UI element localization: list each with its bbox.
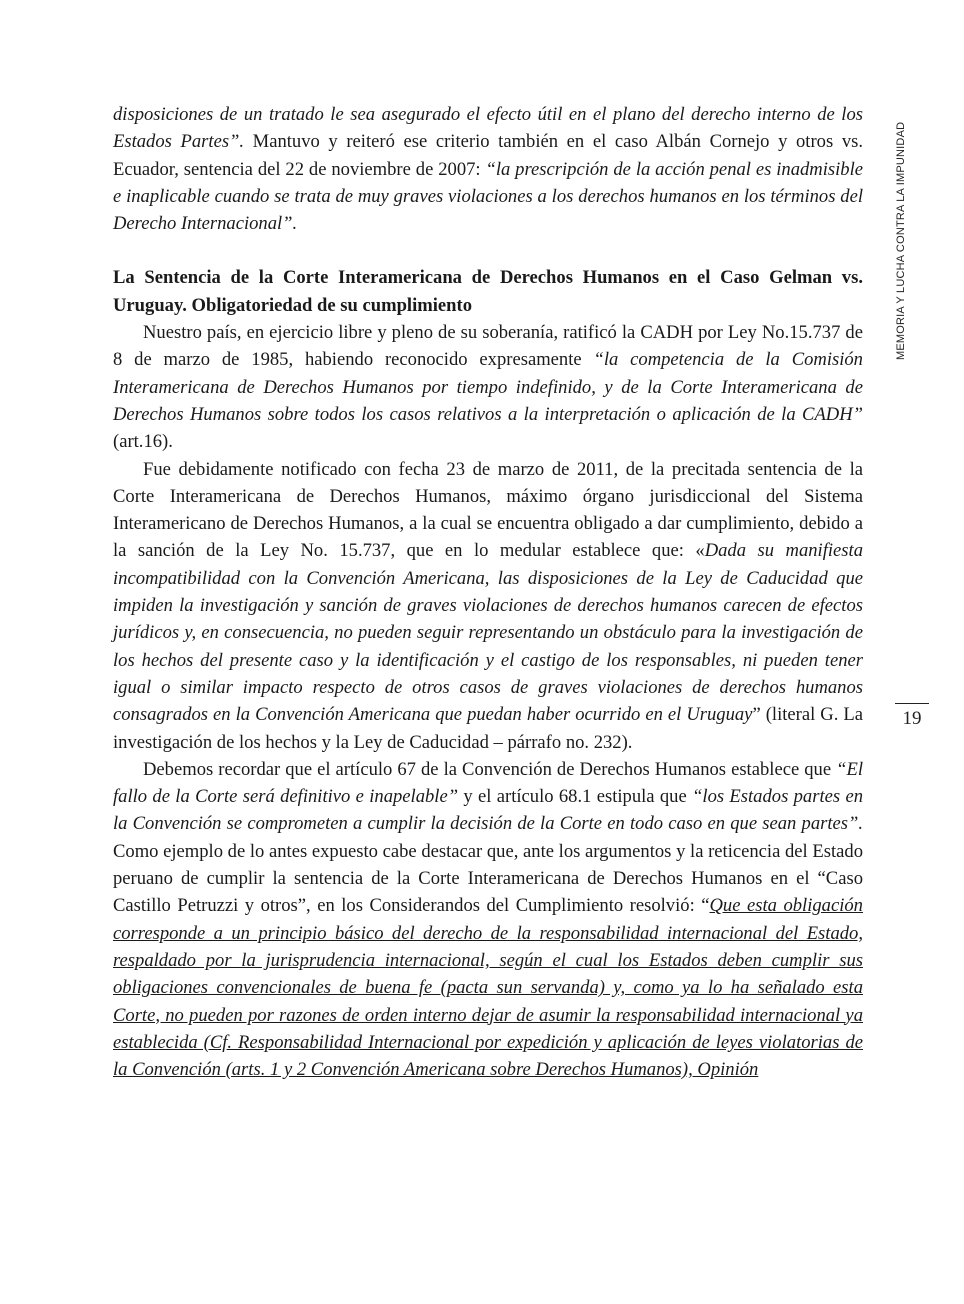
- section-heading: La Sentencia de la Corte Interamericana de Derechos Humanos en el Caso Gelman vs. Uruguay. Obligatoriedad de su cumplimiento: [113, 267, 863, 316]
- italic-quote: “El fallo de la Corte será definitivo e inapelable”: [113, 758, 863, 808]
- paragraph-2: [113, 319, 863, 455]
- italic-quote: “los Estados partes en la Convención se comprometen a cumplir la decisión de la Corte en todo caso en que sean partes”.: [113, 786, 863, 835]
- running-head: MEMORIA Y LUCHA CONTRA LA IMPUNIDAD: [895, 121, 907, 360]
- italic-quote: Dada su manifiesta incompatibilidad con la Convención Americana, las disposiciones de la Ley de Caducidad que impiden la investigación y sanción de graves violaciones de derechos humanos carecen de efectos jurídicos y, en consecuencia, no pueden seguir representando un obstáculo para la investigación de los hechos del presente caso y la identificación y el castigo de los responsables, ni pueden tener igual o similar impacto respecto de otros casos de graves violaciones de derechos humanos consagrados en la Convención Americana que puedan haber ocurrido en el Uruguay: [113, 540, 863, 726]
- underlined-quote: Que esta obligación corresponde a un principio básico del derecho de la responsabilidad internacional del Estado, respaldado por la jurisprudencia internacional, según el cual los Estados deben cumplir sus obligaciones convencionales de buena fe (pacta sun servanda) y, como ya lo ha señalado esta Corte, no pueden por razones de orden interno dejar de asumir la responsabilidad internacional ya establecida (Cf. Responsabilidad Internacional por expedición y aplicación de leyes violatorias de la Convención (arts. 1 y 2 Convención Americana sobre Derechos Humanos), Opinión: [113, 895, 863, 1081]
- text-run: Como ejemplo de lo antes expuesto cabe destacar que, ante los argumentos y la reticencia del Estado peruano de cumplir la sentencia de la Corte Interamericana de Derechos Humanos en el “Caso Castillo Petruzzi y otros”, en los Considerandos del Cumplimiento resolvió: “: [113, 840, 863, 917]
- page-number: 19: [902, 708, 922, 729]
- text-run: ” (literal G. La investigación de los hechos y la Ley de Caducidad – párrafo no. 232).: [113, 704, 863, 753]
- text-run: Debemos recordar que el artículo 67 de la Convención de Derechos Humanos establece que: [143, 758, 837, 780]
- italic-quote: “la competencia de la Comisión Interamericana de Derechos Humanos por tiempo indefinido, y de la Corte Interamericana de Derechos Humanos sobre todos los casos relativos a la interpretación o aplicación de la CADH”: [113, 349, 863, 425]
- page-number-rule: [895, 703, 929, 704]
- text-run: Nuestro país, en ejercicio libre y pleno de su soberanía, ratificó la CADH por Ley No.15.737 de 8 de marzo de 1985, habiendo reconocido expresamente: [113, 322, 863, 371]
- body-text: [113, 101, 863, 1083]
- italic-quote: disposiciones de un tratado le sea asegurado el efecto útil en el plano del derecho interno de los Estados Partes”.: [113, 104, 863, 153]
- text-run: (art.16).: [113, 431, 173, 453]
- text-run: Mantuvo y reiteró ese criterio también en el caso Albán Cornejo y otros vs. Ecuador, sentencia del 22 de noviembre de 2007:: [113, 131, 863, 180]
- paragraph-4: [113, 756, 863, 1084]
- text-run: y el artículo 68.1 estipula que: [458, 786, 693, 808]
- paragraph-1: [113, 101, 863, 237]
- italic-quote: “la prescripción de la acción penal es inadmisible e inaplicable cuando se trata de muy graves violaciones a los derechos humanos en los términos del Derecho Internacional”.: [113, 158, 863, 235]
- paragraph-3: [113, 456, 863, 756]
- text-run: Fue debidamente notificado con fecha 23 de marzo de 2011, de la precitada sentencia de la Corte Interamericana de Derechos Humanos, máximo órgano jurisdiccional del Sistema Interamericano de Derechos Humanos, a la cual se encuentra obligado a dar cumplimiento, debido a la sanción de la Ley No. 15.737, que en lo medular establece que: «: [113, 458, 863, 562]
